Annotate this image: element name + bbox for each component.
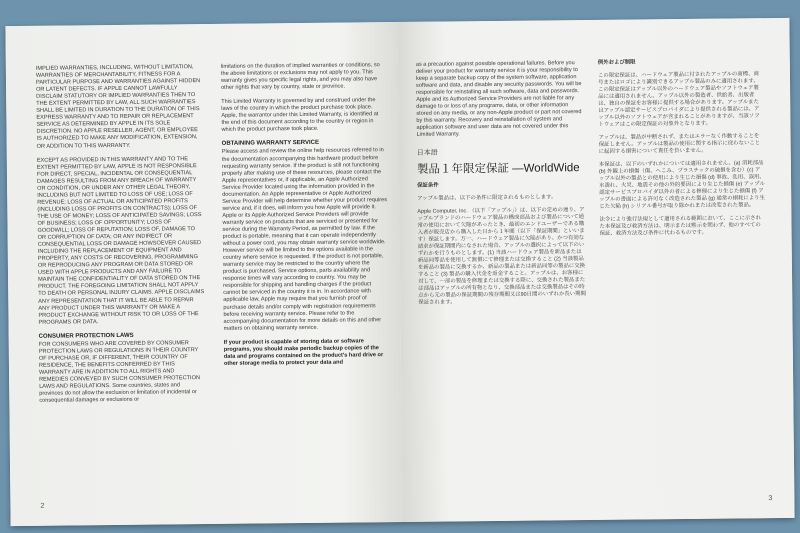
right-column-2 (598, 58, 766, 244)
paragraph: アップル製品は、以下の条件に限定されるものとします。 (417, 193, 557, 202)
left-column-1 (36, 64, 206, 412)
paragraph: Please access and review the online help resources referred to in the documentation accompanying this hardware product before requesting warranty service. If the product is still not functioning properly after making use of these resources, please contact the Apple representatives or, if applicable, an Apple Authorized Service Provider located using the information provided in the documentation. An Apple representative or Apple Authorized Service Provider will help determine whether your product requires service and, if it does, will inform you how Apple will provide it. Apple or its Apple Authorized Service Providers will provide warranty service on products that are serviced or presented for service during the Warranty Period, as permitted by law. If the product is portable, meaning that it can operate independently without a power cord, you may obtain warranty service worldwide. However service will be limited to the options available in the country where service is requested. If the product is not portable, warranty service may be restricted to the country where the product is purchased. Service options, parts availability and response times will vary according to country. You may be responsible for shipping and handling charges if the product cannot be serviced in the country it is in. In accordance with applicable law, Apple may require that you furnish proof of purchase details and/or comply with registration requirements before receiving warranty service. Please refer to the accompanying documentation for more details on this and other matters on obtaining warranty service. (221, 147, 388, 332)
paragraph: Apple Computer, Inc. （以下「アップル」）は、以下の定めの通り、アップルブランドのハードウェア製品の構成部品および製品について通常の使用において欠陥があったとき、最初のエンドユーザーである購入者が販売店から購入した日から１年間（以下「保証期間」といいます）保証します。万一、ハードウェア製品に欠陥があり、かつ有効な請求が保証期間内になされた場合、アップルの選択によって以下のいずれかを行うものとします。(1) 当該ハードウェア製品を新品または新品同等品を使用して無償にて修理または交換すること (2) 当該製品を新品の製品に交換するか、新品の製品または新品同等の製品に交換すること (3) 製品の購入代金を返金すること。アップルは、お客様に対して、一部の製品を修理または交換する際に、交換された製品または部品はアップルの所有物となり、交換部品または交換製品はその時点から元の製品の保証期間の残存期間又は90日間のいずれか長い期間保証されます。 (417, 206, 586, 306)
paragraph: 本保証は、以下のいずれかについては適用されません。(a) 消耗部品 (b) 外観上の損傷（傷、へこみ、プラスチックの破損を含む）(c) アップル以外の製品との使用により生じた損傷 (d) 事故、乱用、誤用、水濡れ、火災、地震その他の外的要因により生じた損傷 (e) アップル認定サービスプロバイダ以外の者による修理により生じた損傷 (f) アップルの書面による許可なく改造された製品 (g) 通常の損耗により生じた欠陥 (h) シリアル番号が取り除かれまたは改変された製品。 (598, 160, 765, 210)
subheading: 例外および制限 (597, 59, 636, 66)
left-column-2 (221, 62, 390, 375)
booklet-spread (5, 18, 794, 526)
paragraph: This Limited Warranty is governed by and construed under the laws of the country in which the product purchase took place. Apple, the warrantor under this Limited Warranty, is identified at the end of this document according to the country or region in which the product purchase took place. (221, 97, 379, 134)
right-column-1 (416, 60, 587, 312)
section-title: 製品１年限定保証 —WorldWide (416, 161, 580, 176)
left-page (5, 22, 402, 526)
subheading: 保証条件 (417, 182, 439, 189)
paragraph: limitations on the duration of implied warranties or conditions, so the above limitations or exclusions may not apply to you. This warranty gives you specific legal rights, and you may also have other rights that vary by country, state or province. (220, 62, 380, 92)
section-heading: OBTAINING WARRANTY SERVICE (221, 140, 320, 148)
paragraph: アップルは、製品が中断されず、またはエラーなく作動することを保証しません。アップルは製品の使用に関する指示に従わないことに起因する損害について責任を負いません。 (598, 133, 761, 155)
language-label: 日本語 (416, 149, 438, 157)
paragraph: この限定保証は、ハードウェア製品に付されたアップルの商標、商号またはロゴにより識別できるアップル製品のみに適用されます。この限定保証はアップル以外のハードウェア製品やソフトウェア製品には適用されません。アップル以外の製造者、供給者、出版者は、独自の保証をお客様に提供する場合があります。アップルまたはアップル認定サービスプロバイダにより提供される製品には、アップル以外のソフトウェアが含まれることがありますが、当該ソフトウェアはこの限定保証の対象外となります。 (597, 71, 760, 128)
paragraph: IMPLIED WARRANTIES, INCLUDING, WITHOUT LIMITATION, WARRANTIES OF MERCHANTABILITY, FITNESS FOR A PARTICULAR PURPOSE AND WARRANTIES AGAINST HIDDEN OR LATENT DEFECTS. IF APPLE CANNOT LAWFULLY DISCLAIM STATUTORY OR IMPLIED WARRANTIES THEN TO THE EXTENT PERMITTED BY LAW, ALL SUCH WARRANTIES SHALL BE LIMITED IN DURATION TO THE DURATION OF THIS EXPRESS WARRANTY AND TO REPAIR OR REPLACEMENT SERVICE AS DETERMINED BY APPLE IN ITS SOLE DISCRETION. NO APPLE RESELLER, AGENT, OR EMPLOYEE IS AUTHORIZED TO MAKE ANY MODIFICATION, EXTENSION, OR ADDITION TO THIS WARRANTY. (35, 64, 201, 150)
page-number: 3 (768, 495, 773, 503)
paragraph: as a precaution against possible operational failures. Before you deliver your product for warranty service it is your responsibility to keep a separate backup copy of the system software, application software and data, and disable any security passwords. You will be responsible for reinstalling all such software, data and passwords. Apple and its Authorized Service Providers are not liable for any damage to or loss of any programs, data, or other information stored on any media, or any non-Apple product or part not covered by this warranty. Recovery and reinstallation of system and application software and user data are not covered under this Limited Warranty. (415, 60, 582, 139)
right-page (397, 18, 794, 522)
paragraph: 法令により強行法規として適用される範囲において、ここに示された本保証及び救済方法は、明示または黙示を問わず、他のすべての保証、救済方法及び条件に代わるものです。 (599, 215, 762, 237)
paragraph: FOR CONSUMERS WHO ARE COVERED BY CONSUMER PROTECTION LAWS OR REGULATIONS IN THEIR COUNTRY OF PURCHASE OR, IF DIFFERENT, THEIR COUNTRY OF RESIDENCE, THE BENEFITS CONFERRED BY THIS WARRANTY ARE IN ADDITION TO ALL RIGHTS AND REMEDIES CONVEYED BY SUCH CONSUMER PROTECTION LAWS AND REGULATIONS. Some countries, states and provinces do not allow the exclusion or limitation of incidental or consequential damages or exclusions or (38, 339, 201, 404)
section-heading: CONSUMER PROTECTION LAWS (38, 332, 134, 340)
page-number: 2 (40, 502, 45, 510)
paragraph: EXCEPT AS PROVIDED IN THIS WARRANTY AND TO THE EXTENT PERMITTED BY LAW, APPLE IS NOT RESPONSIBLE FOR DIRECT, SPECIAL, INCIDENTAL OR CONSEQUENTIAL DAMAGES RESULTING FROM ANY BREACH OF WARRANTY OR CONDITION, OR UNDER ANY OTHER LEGAL THEORY, INCLUDING BUT NOT LIMITED TO LOSS OF USE; LOSS OF REVENUE; LOSS OF ACTUAL OR ANTICIPATED PROFITS (INCLUDING LOSS OF PROFITS ON CONTRACTS); LOSS OF THE USE OF MONEY; LOSS OF ANTICIPATED SAVINGS; LOSS OF BUSINESS; LOSS OF OPPORTUNITY; LOSS OF GOODWILL; LOSS OF REPUTATION; LOSS OF, DAMAGE TO OR CORRUPTION OF DATA; OR ANY INDIRECT OR CONSEQUENTIAL LOSS OR DAMAGE HOWSOEVER CAUSED INCLUDING THE REPLACEMENT OF EQUIPMENT AND PROPERTY, ANY COSTS OF RECOVERING, PROGRAMMING OR REPRODUCING ANY PROGRAM OR DATA STORED OR USED WITH APPLE PRODUCTS AND ANY FAILURE TO MAINTAIN THE CONFIDENTIALITY OF DATA STORED ON THE PRODUCT. THE FOREGOING LIMITATION SHALL NOT APPLY TO DEATH OR PERSONAL INJURY CLAIMS. APPLE DISCLAIMS ANY REPRESENTATION THAT IT WILL BE ABLE TO REPAIR ANY PRODUCT UNDER THIS WARRANTY OR MAKE A PRODUCT EXCHANGE WITHOUT RISK TO OR LOSS OF THE PROGRAMS OR DATA. (36, 155, 205, 326)
paragraph: If your product is capable of storing data or software programs, you should make periodic backup copies of the data and programs contained on the product’s hard drive or other storage media to protect your data and (223, 338, 384, 367)
